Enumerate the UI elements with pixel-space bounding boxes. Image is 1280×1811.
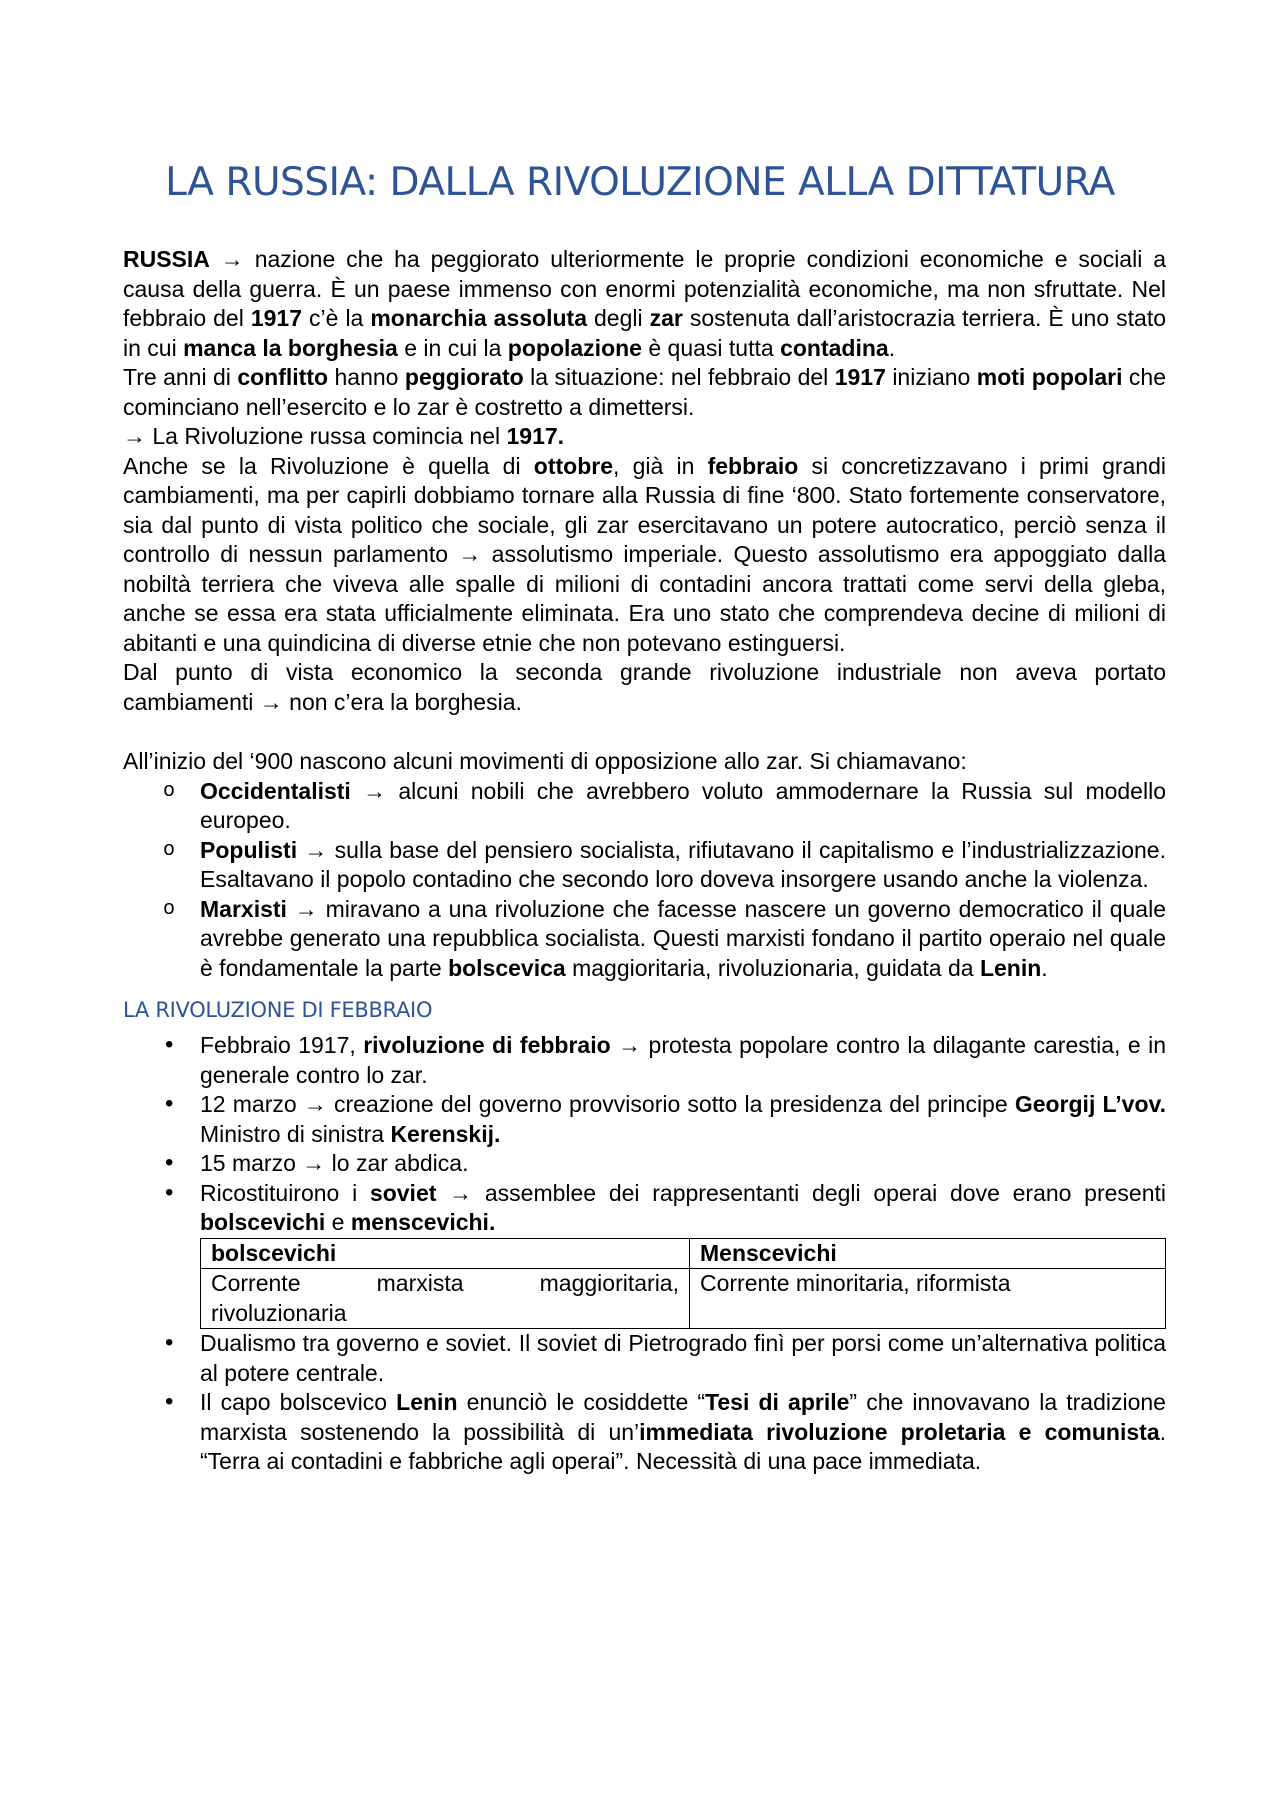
text-run: maggioritaria, rivoluzionaria, guidata da [565, 954, 980, 981]
text-run: si concretizzavano i primi grandi cambiamenti, ma per capirli dobbiamo tornare alla Russia di fine ‘800. Stato fortemente conservatore, sia dal punto di vista politico che sociale, gli zar esercitavano un potere autocratico, perciò senza il controllo di nessun parlamento → assolutismo imperiale. Questo assolutismo era appoggiato dalla nobiltà terriera che viveva alle spalle di milioni di contadini ancora trattati come servi della gleba, anche se essa era stata ufficialmente eliminata. Era uno stato che comprendeva decine di milioni di abitanti e una quindicina di diverse etnie che non potevano estinguersi. [123, 452, 1167, 656]
bold-text: Lenin [979, 954, 1042, 981]
table-header-row [201, 1238, 1166, 1269]
bold-text: 1917. [506, 423, 565, 449]
bold-text: Marxisti [200, 895, 287, 922]
bold-text: Georgij L’vov. [1014, 1091, 1166, 1117]
text-run: . “Terra ai contadini e fabbriche agli operai”. Necessità di una pace immediata. [200, 1418, 1166, 1474]
text-run: iniziano [885, 364, 977, 390]
list-item-12-march [123, 1090, 1166, 1149]
intro-paragraph-russia [123, 245, 1166, 363]
text-run: Il capo bolscevico [200, 1389, 397, 1415]
bold-text: monarchia assoluta [370, 305, 587, 331]
bold-text: zar [649, 305, 683, 331]
text-run: Dualismo tra governo e soviet. Il soviet di Pietrogrado finì per porsi come un’alternativa politica al potere centrale. [200, 1330, 1166, 1386]
table-header-bolscevichi: bolscevichi [201, 1238, 690, 1269]
bold-text: ottobre [533, 452, 613, 479]
text-run: Tre anni di [123, 364, 238, 390]
text-run: → nazione che ha peggiorato ulteriormente le proprie condizioni economiche e sociali a causa della guerra. È un paese immenso con enormi potenzialità economiche, ma non sfruttate. Nel febbraio del [123, 246, 1166, 331]
text-run: Anche se la Rivoluzione è quella di [123, 452, 534, 479]
section-heading-february: LA RIVOLUZIONE DI FEBBRAIO [123, 998, 433, 1022]
bold-text: contadina [780, 334, 889, 361]
bold-text: immediata rivoluzione proletaria e comunista [639, 1418, 1160, 1445]
text-run: enunciò le cosiddette “ [457, 1389, 706, 1415]
bold-text: Kerenskij. [390, 1120, 501, 1147]
text-run: e in cui la [397, 334, 508, 361]
text-run: è quasi tutta [641, 334, 781, 361]
bold-text: RUSSIA [123, 246, 210, 272]
bold-text: popolazione [507, 334, 642, 361]
list-item-february [123, 1031, 1166, 1090]
bold-text: rivoluzione di febbraio [363, 1032, 611, 1058]
bold-text: menscevichi. [350, 1209, 496, 1235]
list-item-marxisti [123, 895, 1166, 984]
text-run: 15 marzo → lo zar abdica. [200, 1150, 469, 1176]
text-run: Febbraio 1917, [200, 1032, 364, 1058]
text-run: sostenuta dall’aristocrazia terriera. È uno stato in cui [123, 305, 1167, 361]
bold-text: soviet [369, 1179, 437, 1206]
table-cell-bolscevichi: Corrente marxista maggioritaria, rivoluzionaria [201, 1269, 690, 1329]
text-run: Ministro di sinistra [200, 1120, 391, 1147]
bold-text: Tesi di aprile [705, 1389, 850, 1415]
intro-paragraph-start [123, 422, 1166, 452]
text-run: c’è la [302, 305, 371, 331]
intro-paragraph-economy [123, 658, 1166, 717]
bold-text: febbraio [707, 452, 799, 479]
list-item-occidentalisti [123, 777, 1166, 836]
list-item-lenin [123, 1388, 1166, 1477]
text-run: → sulla base del pensiero socialista, rifiutavano il capitalismo e l’industrializzazione. Esaltavano il popolo contadino che secondo loro doveva insorgere usando anche la violenza. [200, 836, 1166, 892]
text-run: Ricostituirono i [200, 1179, 370, 1206]
paragraph-gap [123, 717, 1166, 747]
movements-lead [123, 747, 1166, 777]
bold-text: Lenin [396, 1389, 458, 1415]
table-header-menscevichi: Menscevichi [690, 1238, 1166, 1269]
list-item-populisti [123, 836, 1166, 895]
text-run: la situazione: nel febbraio del [523, 364, 835, 390]
factions-table [200, 1238, 1166, 1330]
bold-text: 1917 [834, 364, 886, 390]
text-run: 12 marzo → creazione del governo provvisorio sotto la presidenza del principe [200, 1091, 1015, 1117]
text-run: All’inizio del ‘900 nascono alcuni movimenti di opposizione allo zar. Si chiamavano: [123, 748, 967, 774]
intro-paragraph-history [123, 452, 1166, 659]
bold-text: peggiorato [404, 364, 524, 390]
text-run: Dal punto di vista economico la seconda grande rivoluzione industriale non aveva portato cambiamenti → non c’era la borghesia. [123, 659, 1166, 715]
text-run: ” che innovavano la tradizione marxista sostenendo la possibilità di un’ [200, 1389, 1166, 1445]
february-list [123, 1031, 1166, 1238]
table-row [201, 1269, 1166, 1329]
document-title: LA RUSSIA: DALLA RIVOLUZIONE ALLA DITTATURA [165, 160, 1115, 205]
text-run: → protesta popolare contro la dilagante carestia, e in generale contro lo zar. [200, 1032, 1166, 1088]
bold-text: 1917 [250, 305, 303, 331]
february-list-continued [123, 1329, 1166, 1477]
table-cell-menscevichi: Corrente minoritaria, riformista [690, 1269, 1166, 1329]
document-body [123, 245, 1166, 1477]
text-run: → La Rivoluzione russa comincia nel [123, 423, 507, 449]
movements-list [123, 777, 1166, 984]
text-run: → miravano a una rivoluzione che facesse nascere un governo democratico il quale avrebbe generato una repubblica socialista. Questi marxisti fondano il partito operaio nel quale è fondamentale la parte [200, 895, 1166, 981]
text-run: . [888, 334, 896, 361]
bold-text: moti popolari [976, 364, 1123, 390]
text-run: → assemblee dei rappresentanti degli operai dove erano presenti [436, 1179, 1166, 1206]
bold-text: Occidentalisti [200, 777, 351, 804]
bold-text: Populisti [200, 836, 298, 863]
intro-paragraph-conflict [123, 363, 1166, 422]
bold-text: conflitto [237, 364, 329, 390]
text-run: hanno [328, 364, 405, 390]
text-run: , già in [613, 452, 708, 479]
text-run: → alcuni nobili che avrebbero voluto ammodernare la Russia sul modello europeo. [200, 777, 1166, 833]
text-run: che cominciano nell’esercito e lo zar è costretto a dimettersi. [123, 364, 1167, 420]
text-run: degli [587, 305, 650, 331]
list-item-soviet [123, 1179, 1166, 1238]
bold-text: bolscevica [448, 954, 566, 981]
text-run: e [325, 1209, 351, 1235]
list-item-15-march [123, 1149, 1166, 1179]
bold-text: manca la borghesia [183, 334, 398, 361]
bold-text: bolscevichi [200, 1209, 326, 1235]
list-item-dualismo [123, 1329, 1166, 1388]
text-run: . [1041, 954, 1048, 981]
